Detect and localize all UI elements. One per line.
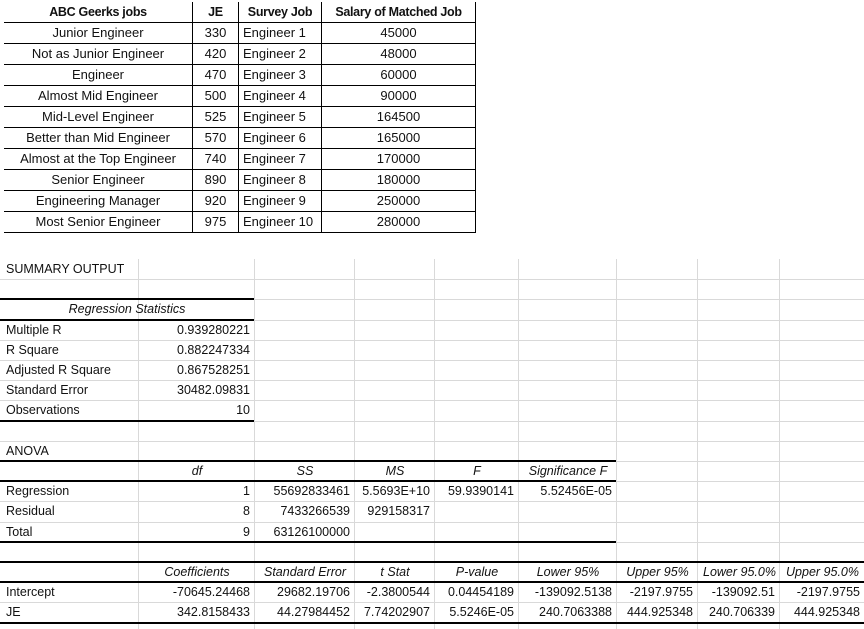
coef-header: Lower 95% [536, 565, 600, 579]
regstat-value: 30482.09831 [177, 383, 250, 397]
coef-value: 342.8158433 [177, 605, 250, 619]
salary-cell: 250000 [322, 191, 476, 212]
header-abc-jobs: ABC Geerks jobs [4, 2, 193, 23]
table-row [4, 149, 476, 170]
anova-header: Significance F [528, 464, 608, 478]
coef-value: -139092.5138 [534, 585, 612, 599]
salary-cell: 48000 [322, 44, 476, 65]
anova-value [440, 501, 514, 521]
je-cell: 500 [193, 86, 239, 107]
table-row [4, 86, 476, 107]
regstat-label: Standard Error [6, 383, 88, 397]
table-row [4, 128, 476, 149]
salary-cell: 60000 [322, 65, 476, 86]
survey-job-cell: Engineer 4 [239, 86, 322, 107]
regstat-value: 10 [236, 403, 250, 417]
grid-row-line [0, 279, 864, 280]
job-title-cell: Almost at the Top Engineer [4, 149, 193, 170]
table-row [4, 44, 476, 65]
coef-header: P-value [455, 565, 499, 579]
je-cell: 570 [193, 128, 239, 149]
regstat-value: 0.867528251 [177, 363, 250, 377]
anova-header: MS [385, 464, 405, 478]
anova-value: 63126100000 [273, 525, 350, 539]
coef-header: Lower 95.0% [703, 565, 776, 579]
job-title-cell: Most Senior Engineer [4, 212, 193, 233]
job-title-cell: Mid-Level Engineer [4, 107, 193, 128]
coef-bottom-rule [0, 622, 864, 624]
anova-value: 1 [243, 484, 250, 498]
anova-row-label: Regression [6, 484, 70, 498]
grid-column-line [434, 259, 435, 629]
coef-row-label: Intercept [6, 585, 55, 599]
anova-value: 7433266539 [280, 504, 350, 518]
grid-column-line [779, 259, 780, 629]
job-title-cell: Junior Engineer [4, 23, 193, 44]
survey-job-cell: Engineer 3 [239, 65, 322, 86]
salary-cell: 180000 [322, 170, 476, 191]
je-cell: 525 [193, 107, 239, 128]
anova-value [440, 522, 514, 542]
table-row [4, 65, 476, 86]
survey-job-cell: Engineer 10 [239, 212, 322, 233]
coef-value: -70645.24468 [172, 585, 250, 599]
job-title-cell: Engineer [4, 65, 193, 86]
table-row [4, 23, 476, 44]
survey-job-cell: Engineer 1 [239, 23, 322, 44]
salary-cell: 90000 [322, 86, 476, 107]
anova-value: 9 [243, 525, 250, 539]
je-cell: 420 [193, 44, 239, 65]
anova-header: F [473, 464, 481, 478]
anova-value: 55692833461 [273, 484, 350, 498]
coef-value: -2197.9755 [629, 585, 693, 599]
coef-header: Upper 95% [626, 565, 689, 579]
anova-title: ANOVA [6, 444, 49, 458]
je-cell: 740 [193, 149, 239, 170]
jobs-table [4, 2, 476, 233]
anova-value: 5.52456E-05 [540, 484, 612, 498]
regstat-value: 0.882247334 [177, 343, 250, 357]
regstat-label: R Square [6, 343, 59, 357]
jobs-header-row [4, 2, 476, 23]
anova-row-label: Residual [6, 504, 55, 518]
grid-column-line [354, 259, 355, 629]
je-cell: 330 [193, 23, 239, 44]
regstat-label: Multiple R [6, 323, 62, 337]
survey-job-cell: Engineer 8 [239, 170, 322, 191]
coef-value: -139092.51 [711, 585, 775, 599]
job-title-cell: Senior Engineer [4, 170, 193, 191]
anova-header: df [191, 464, 203, 478]
regression-statistics-header: Regression Statistics [68, 302, 186, 316]
table-row [4, 170, 476, 191]
anova-value: 5.5693E+10 [362, 484, 430, 498]
anova-value [524, 522, 612, 542]
coef-value: 240.706339 [708, 605, 775, 619]
grid-column-line [518, 259, 519, 629]
salary-cell: 45000 [322, 23, 476, 44]
job-title-cell: Almost Mid Engineer [4, 86, 193, 107]
grid-column-line [616, 259, 617, 629]
header-survey-job: Survey Job [239, 2, 322, 23]
je-cell: 890 [193, 170, 239, 191]
grid-column-line [697, 259, 698, 629]
anova-header: SS [296, 464, 314, 478]
salary-cell: 170000 [322, 149, 476, 170]
coef-header: Standard Error [264, 565, 346, 579]
table-row [4, 212, 476, 233]
anova-value: 8 [243, 504, 250, 518]
job-title-cell: Engineering Manager [4, 191, 193, 212]
anova-bottom-rule [0, 541, 616, 543]
regstat-value: 0.939280221 [177, 323, 250, 337]
regstat-label: Observations [6, 403, 80, 417]
anova-value: 59.9390141 [447, 484, 514, 498]
table-row [4, 191, 476, 212]
coef-value: 5.5246E-05 [449, 605, 514, 619]
coef-value: 240.7063388 [539, 605, 612, 619]
coef-value: -2197.9755 [796, 585, 860, 599]
coef-value: -2.3800544 [366, 585, 430, 599]
anova-value [524, 501, 612, 521]
survey-job-cell: Engineer 2 [239, 44, 322, 65]
salary-cell: 280000 [322, 212, 476, 233]
salary-cell: 165000 [322, 128, 476, 149]
je-cell: 975 [193, 212, 239, 233]
summary-output-title: SUMMARY OUTPUT [6, 262, 125, 276]
job-title-cell: Better than Mid Engineer [4, 128, 193, 149]
coef-header: t Stat [380, 565, 410, 579]
anova-value [360, 522, 430, 542]
regstats-bottom-rule [0, 420, 254, 422]
je-cell: 920 [193, 191, 239, 212]
survey-job-cell: Engineer 9 [239, 191, 322, 212]
anova-row-label: Total [6, 525, 33, 539]
regstat-label: Adjusted R Square [6, 363, 111, 377]
coef-value: 444.925348 [626, 605, 693, 619]
table-row [4, 107, 476, 128]
job-title-cell: Not as Junior Engineer [4, 44, 193, 65]
survey-job-cell: Engineer 7 [239, 149, 322, 170]
coef-value: 0.04454189 [447, 585, 514, 599]
header-salary: Salary of Matched Job [322, 2, 476, 23]
je-cell: 470 [193, 65, 239, 86]
grid-column-line [254, 259, 255, 629]
coef-value: 444.925348 [793, 605, 860, 619]
anova-value: 929158317 [367, 504, 430, 518]
salary-cell: 164500 [322, 107, 476, 128]
survey-job-cell: Engineer 5 [239, 107, 322, 128]
coef-header: Coefficients [164, 565, 230, 579]
coef-value: 29682.19706 [277, 585, 350, 599]
regression-output-sheet [0, 259, 864, 629]
coef-row-label: JE [6, 605, 21, 619]
survey-job-cell: Engineer 6 [239, 128, 322, 149]
header-je: JE [193, 2, 239, 23]
coef-header: Upper 95.0% [786, 565, 859, 579]
coef-value: 7.74202907 [363, 605, 430, 619]
coef-value: 44.27984452 [277, 605, 350, 619]
